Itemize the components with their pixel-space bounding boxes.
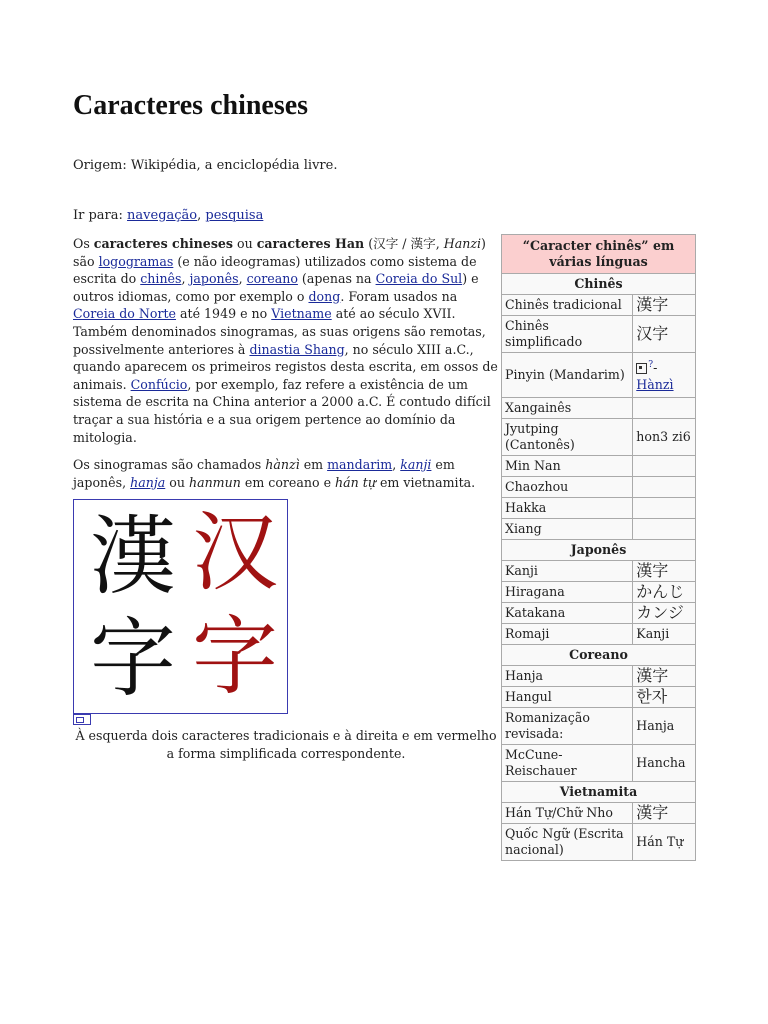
row-label: Quốc Ngữ (Escrita nacional) bbox=[502, 824, 633, 861]
link-confucio[interactable]: Confúcio bbox=[130, 376, 188, 392]
enlarge-icon[interactable] bbox=[73, 714, 91, 725]
row-label: Chinês tradicional bbox=[502, 295, 633, 316]
row-label: Hiragana bbox=[502, 582, 633, 603]
infobox-header: “Caracter chinês” em várias línguas bbox=[502, 235, 696, 274]
row-value: Hán Tự bbox=[633, 824, 696, 861]
table-row bbox=[502, 561, 696, 582]
table-row bbox=[502, 582, 696, 603]
dash: - bbox=[653, 360, 658, 376]
traditional-char-han: 漢 bbox=[90, 507, 176, 607]
text: (apenas na bbox=[297, 271, 376, 287]
row-value: Hancha bbox=[633, 745, 696, 782]
text: , bbox=[392, 457, 401, 472]
row-label: Hán Tự/Chữ Nho bbox=[502, 803, 633, 824]
navigation-link[interactable]: navegação bbox=[127, 208, 198, 223]
jump-prefix: Ir para: bbox=[73, 208, 128, 223]
page-title: Caracteres chineses bbox=[73, 90, 309, 121]
row-value: 漢字 bbox=[633, 295, 696, 316]
table-row bbox=[502, 824, 696, 861]
text: em japonês, bbox=[73, 457, 455, 490]
row-label: Pinyin (Mandarim) bbox=[502, 353, 633, 398]
text: Os bbox=[73, 236, 94, 251]
italic-term: hanmun bbox=[188, 474, 241, 490]
simplified-char-han: 汉 bbox=[192, 503, 278, 603]
bold-term: caracteres chineses bbox=[93, 236, 234, 251]
row-label: Hakka bbox=[502, 498, 633, 519]
row-value: 漢字 bbox=[633, 561, 696, 582]
text: (e não ideogramas) utilizados como sistema de escrita do bbox=[73, 253, 477, 287]
table-row bbox=[502, 708, 696, 745]
text: , no século XIII a.C., quando aparecem os primeiros registos desta escrita, em ossos de animais. bbox=[73, 341, 498, 392]
text: ) são bbox=[73, 236, 486, 269]
italic-term: hànzì bbox=[265, 457, 300, 472]
row-label: Xiang bbox=[502, 519, 633, 540]
table-row bbox=[502, 477, 696, 498]
row-label: Romanização revisada: bbox=[502, 708, 633, 745]
row-value: 한자 bbox=[633, 687, 696, 708]
hanzi-figure[interactable] bbox=[73, 499, 288, 714]
row-value: hon3 zi6 bbox=[633, 419, 696, 456]
row-value bbox=[633, 353, 696, 398]
link-vietname[interactable]: Vietname bbox=[271, 306, 332, 322]
text: em coreano e bbox=[240, 474, 336, 490]
table-row bbox=[502, 745, 696, 782]
link-japones[interactable]: japonês bbox=[189, 271, 239, 287]
simplified-char-zi: 字 bbox=[192, 607, 278, 707]
table-row bbox=[502, 603, 696, 624]
row-label: McCune-Reischauer bbox=[502, 745, 633, 782]
text: Os sinogramas são chamados bbox=[73, 457, 266, 472]
row-label: Min Nan bbox=[502, 456, 633, 477]
row-label: Hanja bbox=[502, 666, 633, 687]
table-row bbox=[502, 687, 696, 708]
link-hanja[interactable]: hanja bbox=[130, 474, 166, 490]
text: , bbox=[238, 271, 247, 287]
row-value: Kanji bbox=[633, 624, 696, 645]
italic-term: Hanzi bbox=[443, 236, 482, 251]
audio-help-link[interactable]: ? bbox=[648, 360, 654, 371]
text: ou bbox=[233, 236, 257, 251]
link-dong[interactable]: dong bbox=[308, 288, 341, 304]
row-value: 漢字 bbox=[633, 666, 696, 687]
link-dinastia-shang[interactable]: dinastia Shang bbox=[249, 341, 345, 357]
row-label: Chinês simplificado bbox=[502, 316, 633, 353]
text: em bbox=[299, 457, 328, 472]
search-link[interactable]: pesquisa bbox=[205, 208, 264, 223]
table-row bbox=[502, 456, 696, 477]
text: (汉字 / 漢字, bbox=[364, 236, 444, 251]
row-value bbox=[633, 477, 696, 498]
table-row bbox=[502, 498, 696, 519]
row-label: Xangainês bbox=[502, 398, 633, 419]
table-row bbox=[502, 519, 696, 540]
link-kanji[interactable]: kanji bbox=[400, 457, 432, 472]
table-row bbox=[502, 666, 696, 687]
row-value bbox=[633, 456, 696, 477]
table-row bbox=[502, 295, 696, 316]
text: até 1949 e no bbox=[176, 306, 272, 322]
italic-term: hán tự bbox=[335, 474, 376, 490]
speaker-icon[interactable] bbox=[636, 363, 647, 374]
infobox-table bbox=[501, 234, 696, 861]
text: ou bbox=[165, 474, 189, 490]
section-coreano: Coreano bbox=[502, 645, 696, 666]
origin-note: Origem: Wikipédia, a enciclopédia livre. bbox=[73, 158, 338, 173]
jump-links bbox=[73, 208, 263, 223]
table-row bbox=[502, 624, 696, 645]
row-value: 漢字 bbox=[633, 803, 696, 824]
row-value bbox=[633, 398, 696, 419]
link-chines[interactable]: chinês bbox=[140, 271, 182, 287]
row-value bbox=[633, 498, 696, 519]
row-value: かんじ bbox=[633, 582, 696, 603]
link-coreano[interactable]: coreano bbox=[246, 271, 298, 287]
row-label: Kanji bbox=[502, 561, 633, 582]
row-value bbox=[633, 519, 696, 540]
row-value: カンジ bbox=[633, 603, 696, 624]
link-mandarim[interactable]: mandarim bbox=[327, 457, 393, 472]
row-label: Romaji bbox=[502, 624, 633, 645]
link-logogramas[interactable]: logogramas bbox=[98, 253, 174, 269]
row-value: Hanja bbox=[633, 708, 696, 745]
table-row bbox=[502, 353, 696, 398]
link-coreia-do-norte[interactable]: Coreia do Norte bbox=[73, 306, 177, 322]
text: . Foram usados na bbox=[340, 288, 458, 304]
link-coreia-do-sul[interactable]: Coreia do Sul bbox=[375, 271, 463, 287]
text: , bbox=[181, 271, 190, 287]
row-label: Katakana bbox=[502, 603, 633, 624]
link-hanzi-audio[interactable]: Hànzì bbox=[636, 376, 674, 392]
row-value: 汉字 bbox=[633, 316, 696, 353]
section-japones: Japonês bbox=[502, 540, 696, 561]
intro-paragraph bbox=[73, 235, 499, 446]
table-row bbox=[502, 398, 696, 419]
row-label: Jyutping (Cantonês) bbox=[502, 419, 633, 456]
jump-separator: , bbox=[197, 208, 206, 223]
text: em vietnamita. bbox=[375, 474, 476, 490]
names-paragraph bbox=[73, 456, 499, 491]
text: até ao século XVII. Também denominados sinogramas, as suas origens são remotas, possivelmente anteriores à bbox=[73, 306, 486, 357]
section-vietnamita: Vietnamita bbox=[502, 782, 696, 803]
traditional-char-zi: 字 bbox=[90, 609, 176, 709]
table-row bbox=[502, 316, 696, 353]
table-row bbox=[502, 803, 696, 824]
bold-term: caracteres Han bbox=[256, 236, 365, 251]
figure-caption: À esquerda dois caracteres tradicionais e à direita e em vermelho a forma simplificada correspondente. bbox=[75, 728, 497, 761]
row-label: Chaozhou bbox=[502, 477, 633, 498]
row-label: Hangul bbox=[502, 687, 633, 708]
section-chines: Chinês bbox=[502, 274, 696, 295]
text: , por exemplo, faz refere a existência de um sistema de escrita na China anterior a 2000 a.C. É contudo difícil traçar a sua história e a sua origem pertence ao domínio da mitologia. bbox=[73, 376, 491, 445]
text: ) e outros idiomas, como por exemplo o bbox=[73, 271, 479, 304]
table-row bbox=[502, 419, 696, 456]
